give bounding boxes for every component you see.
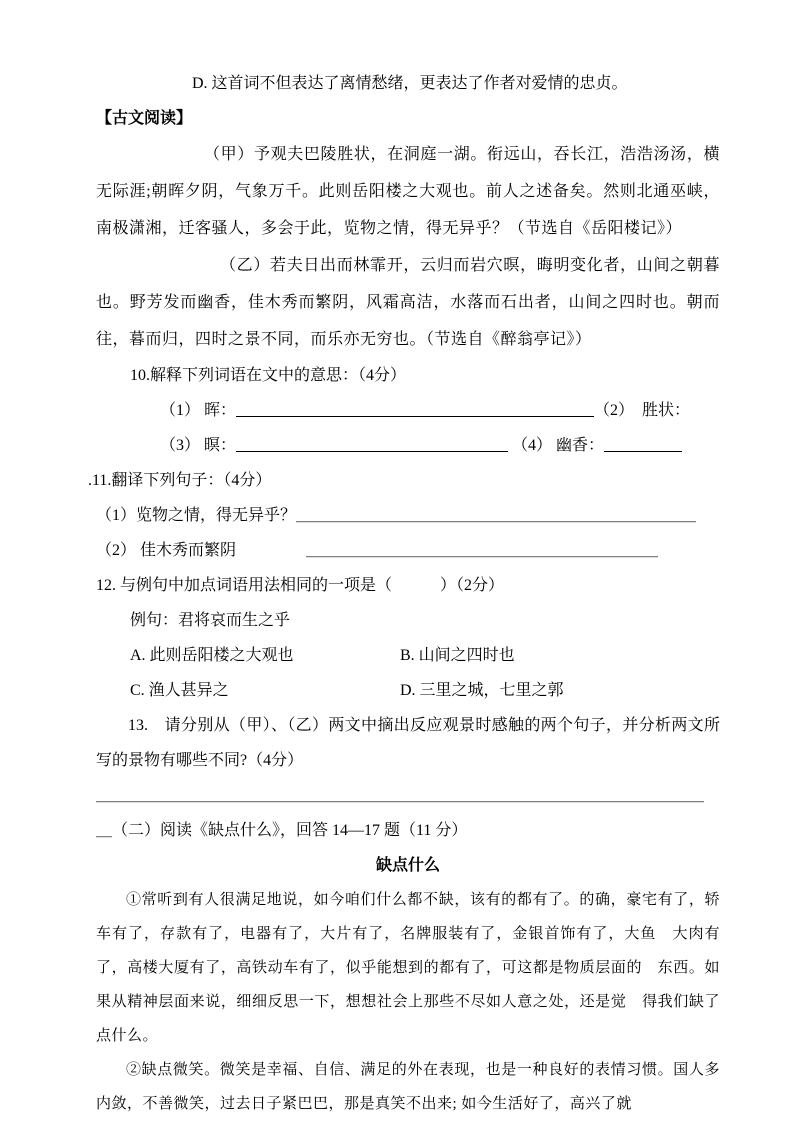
question-10-blank-row-2 bbox=[160, 428, 720, 463]
question-12-options-row-1 bbox=[130, 638, 720, 673]
q10-item-3-label: （3） 暝： bbox=[160, 437, 237, 454]
q12-option-c: C. 渔人甚异之 bbox=[130, 682, 229, 699]
q11-item-2-label: （2） 佳木秀而繁阴 bbox=[96, 542, 237, 559]
q11-answer-dashes-1: ＿＿＿＿＿＿＿＿＿＿＿＿＿＿＿＿＿＿＿＿＿＿＿＿＿ bbox=[296, 507, 697, 524]
q10-item-4-label: （4） 幽香： bbox=[508, 437, 605, 454]
essay-paragraph-2: ②缺点微笑。微笑是幸福、自信、满足的外在表现，也是一种良好的表情习惯。国人多内敛，不善微笑，过去日子紧巴巴，那是真笑不出来; 如今生活好了，高兴了就 bbox=[96, 1062, 720, 1112]
q12-option-b: B. 山间之四时也 bbox=[400, 647, 515, 664]
question-13-answer-line: ＿＿＿＿＿＿＿＿＿＿＿＿＿＿＿＿＿＿＿＿＿＿＿＿＿＿＿＿＿＿＿＿＿＿＿＿＿＿ bbox=[96, 787, 705, 804]
essay-title: 缺点什么 bbox=[375, 857, 440, 874]
q10-item-1-label: （1） 晖： bbox=[160, 402, 237, 419]
passage-yi: （乙）若夫日出而林霏开，云归而岩穴暝，晦明变化者，山间之朝暮也。野芳发而幽香，佳木秀而繁阴，风霜高洁，水落而石出者，山间之四时也。朝而往，暮而归，四时之景不同，而乐亦无穷也。（节选自《醉翁亭记》） bbox=[96, 257, 720, 348]
question-10-stem: 10.解释下列词语在文中的意思：（4分） bbox=[130, 367, 407, 384]
option-d-line: D. 这首词不但表达了离情愁绪，更表达了作者对爱情的忠贞。 bbox=[192, 75, 628, 92]
q12-option-d: D. 三里之城，七里之郭 bbox=[400, 682, 564, 699]
question-10-blank-row-1 bbox=[160, 393, 720, 428]
q11-item-1-label: （1）览物之情，得无异乎？ bbox=[96, 507, 297, 524]
section-2-heading: ＿（二）阅读《缺点什么》，回答 14—17 题（11 分） bbox=[96, 822, 468, 839]
question-11-item-2-row bbox=[96, 533, 720, 568]
question-13-stem: 13. 请分别从（甲）、（乙）两文中摘出反应观景时感触的两个句子，并分析两文所写的景物有哪些不同?（4分） bbox=[96, 717, 720, 769]
question-12-example: 例句：君将哀而生之乎 bbox=[130, 612, 291, 629]
question-11-item-1-row bbox=[96, 498, 720, 533]
question-11-stem: .11.翻译下列句子：（4分） bbox=[88, 472, 272, 489]
q10-answer-blank-2 bbox=[236, 436, 508, 452]
q11-answer-dashes-2: ＿＿＿＿＿＿＿＿＿＿＿＿＿＿＿＿＿＿＿＿＿＿ bbox=[306, 542, 659, 559]
q12-option-a: A. 此则岳阳楼之大观也 bbox=[130, 647, 294, 664]
essay-paragraph-1: ①常听到有人很满足地说，如今咱们什么都不缺，该有的都有了。的确，豪宅有了，轿车有了，存款有了，电器有了，大片有了，名牌服装有了，金银首饰有了，大鱼 大肉有了，高楼大厦有了，高铁动车有了，似乎能想到的都有了，可这都是物质层面的 东西。如果从精神层面来说，细细反思一下，想想社会上那些不尽如人意之处，还是觉 得我们缺了点什么。 bbox=[96, 892, 720, 1044]
q10-answer-blank-1 bbox=[236, 401, 594, 417]
q10-answer-blank-3 bbox=[604, 436, 682, 452]
passage-jia: （甲）予观夫巴陵胜状，在洞庭一湖。衔远山，吞长江，浩浩汤汤，横无际涯;朝晖夕阴，气象万千。此则岳阳楼之大观也。前人之述备矣。然则北通巫峡，南极潇湘，迁客骚人，多会于此，览物之情，得无异乎？（节选自《岳阳楼记》） bbox=[96, 146, 720, 237]
question-12-options-row-2 bbox=[130, 673, 720, 708]
question-12-stem: 12. 与例句中加点词语用法相同的一项是（ ）（2分） bbox=[96, 577, 505, 594]
classical-reading-header: 【古文阅读】 bbox=[96, 110, 193, 127]
q10-item-2-label: （2） 胜状： bbox=[594, 402, 691, 419]
